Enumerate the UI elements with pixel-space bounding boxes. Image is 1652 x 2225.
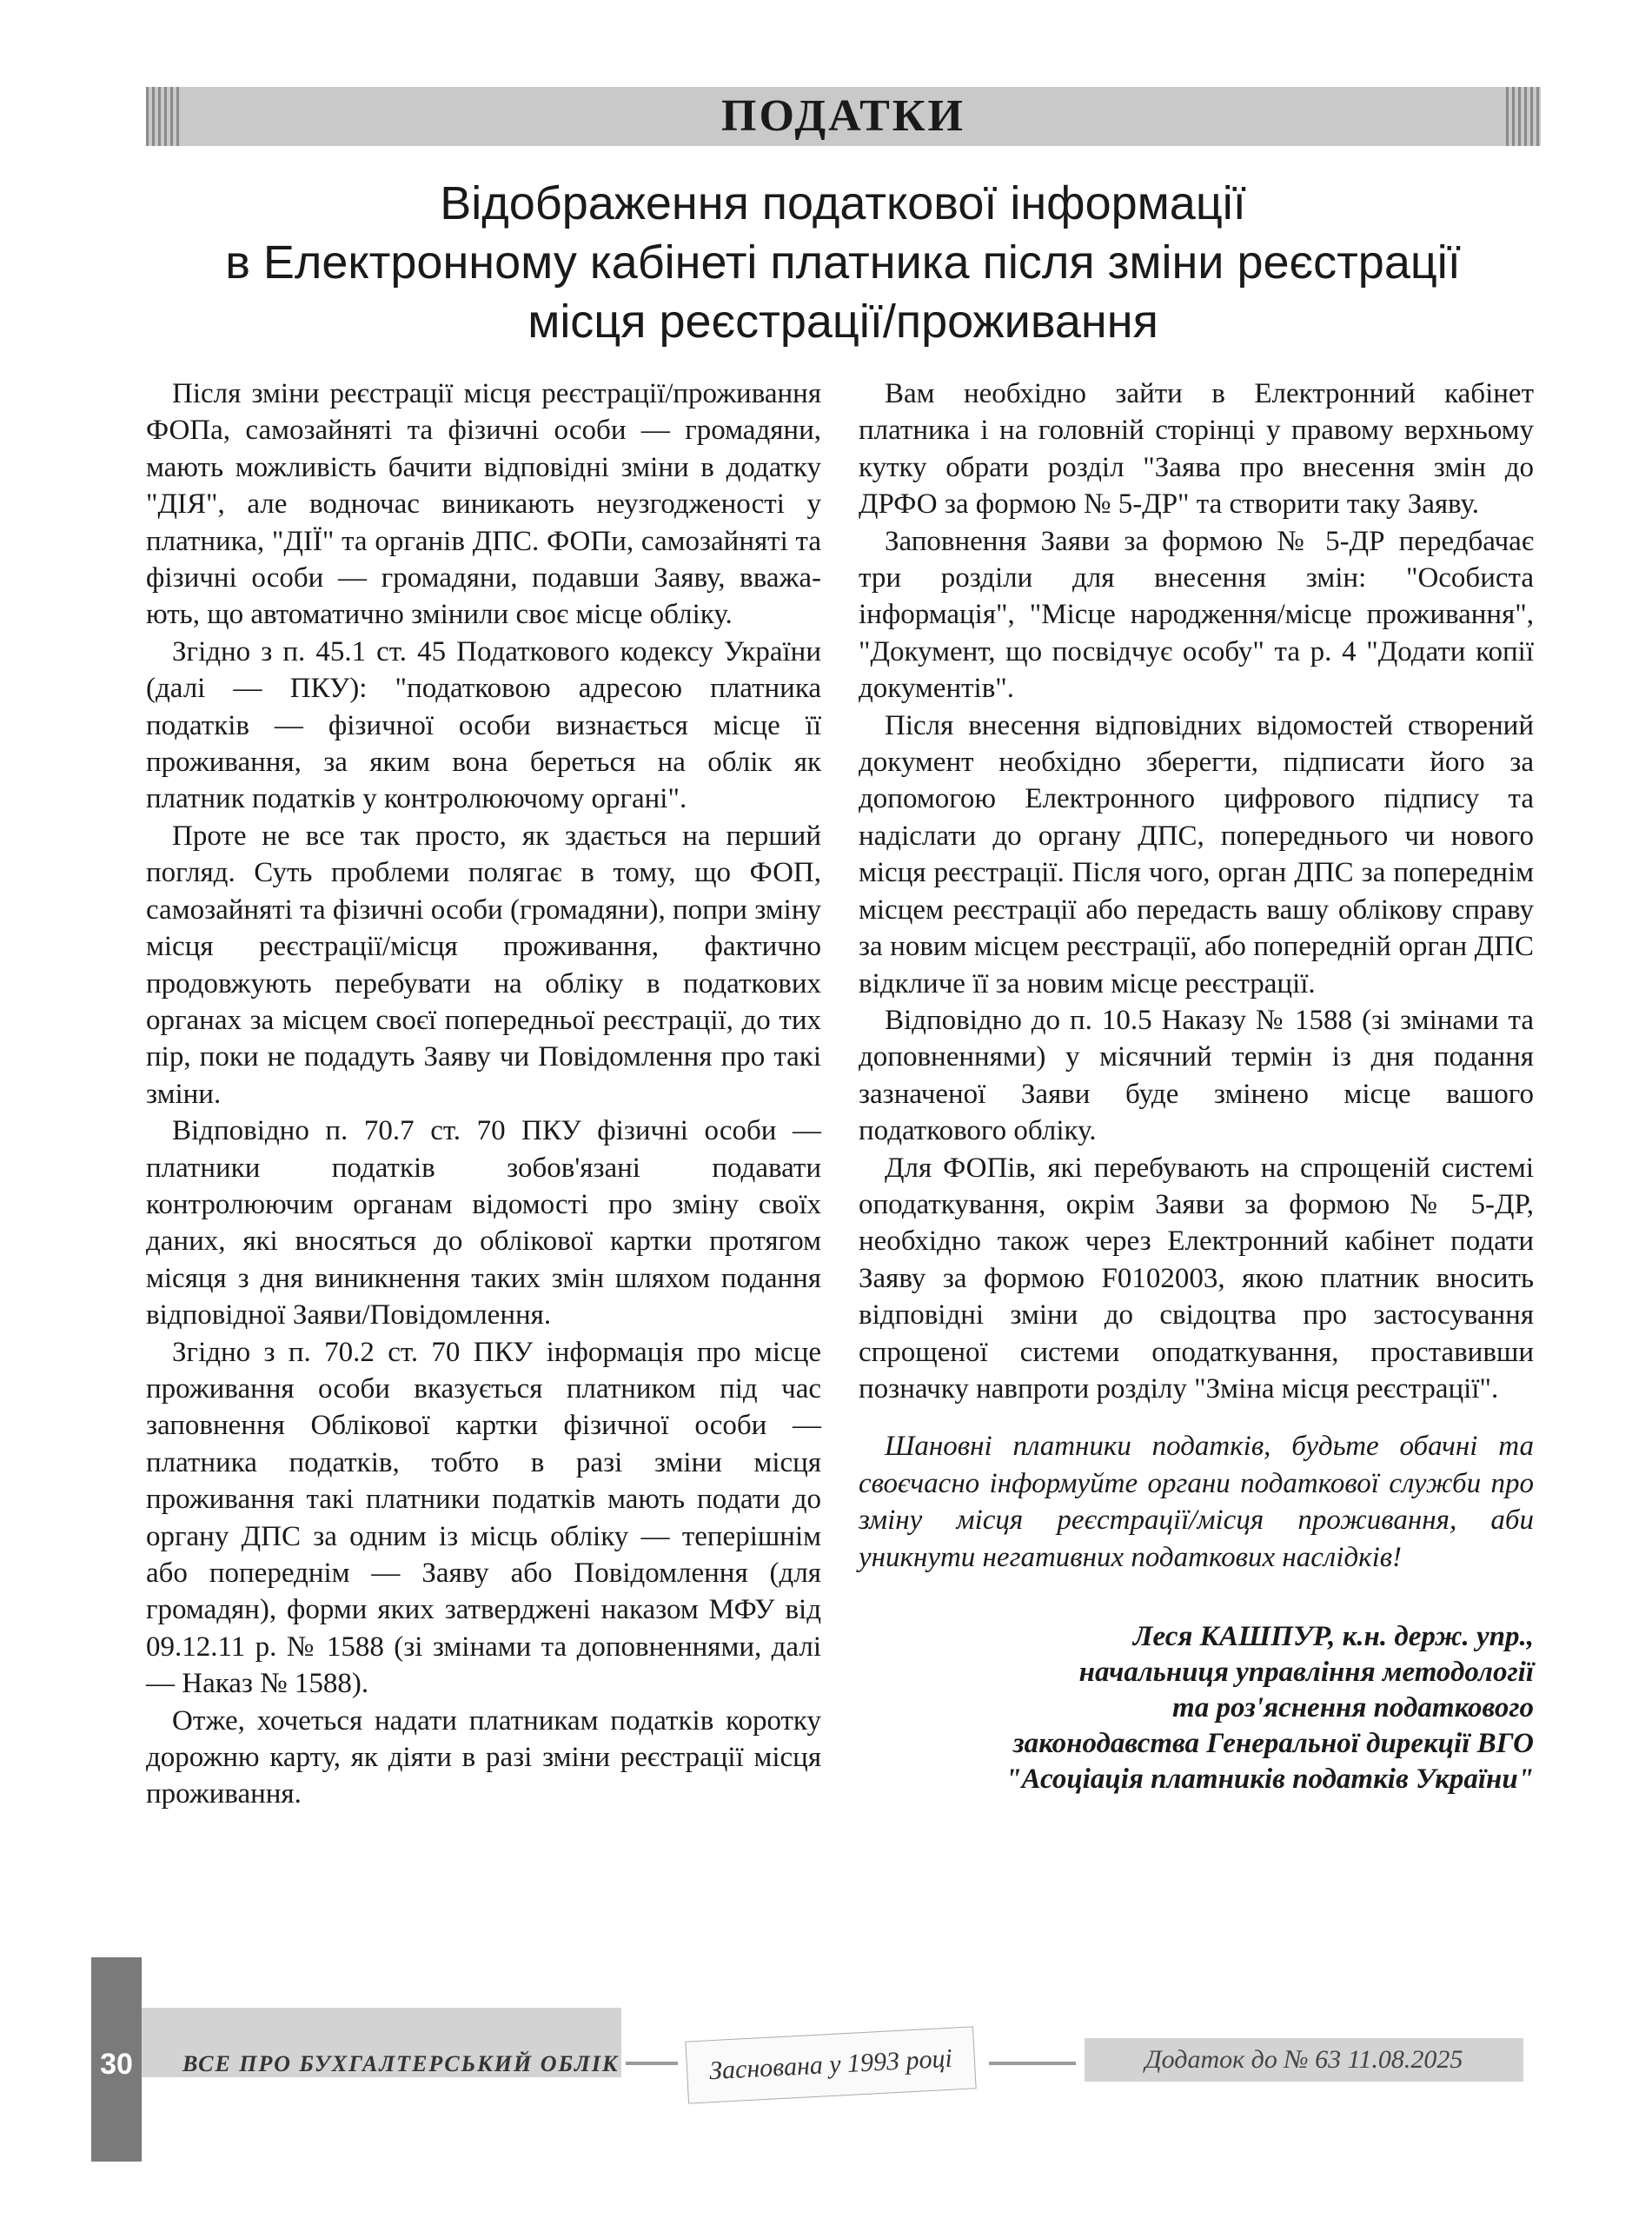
paragraph: Вам необхідно зайти в Електронний кабінет платника і на головній сторінці у правому верхньому кутку обрати розділ "Заява про внесення змін до ДРФО за формою № 5-ДР" та створити таку Заяву. (859, 378, 1534, 521)
paragraph: Отже, хочеться надати платникам податків коротку дорожню карту, як діяти в разі зміни реєстрації місця проживання. (146, 1704, 821, 1810)
page-number: 30 (100, 2048, 133, 2081)
title-line: місця реєстрації/проживання (527, 296, 1158, 348)
issue-info: Додаток до № 63 11.08.2025 (1085, 2038, 1523, 2082)
right-column (859, 375, 1534, 1797)
author-line: начальниця управління методології (1078, 1657, 1534, 1688)
paragraph: Для ФОПів, які перебувають на спрощеній системі оподаткування, окрім Заяви за формою № 5-ДР, необхідно також через Електронний кабінет подати Заяву за формою F0102003, якою платник вносить відповідні зміни до свідоцтва про застосування спрощеної системи оподаткування, проставивши позначку навпроти розділу "Зміна місця реєстрації". (859, 1152, 1534, 1405)
title-line: в Електронному кабінеті платника після зміни реєстрації (225, 236, 1461, 289)
title-line: Відображення податкової інформації (440, 177, 1246, 229)
founded-badge: Заснована у 1993 році (685, 2026, 976, 2103)
paragraph: Після зміни реєстрації місця реєстрації/проживання ФОПа, самозайняті та фізичні особи — громадяни, мають можливість бачити відповідні зміни в додатку "ДІЯ", але водночас виникають неузгодженості у платника, "ДІЇ" та органів ДПС. ФОПи, самозайняті та фізичні особи — громадяни, подавши Заяву, вважають, що автоматично змінили своє місце обліку. (146, 378, 821, 631)
section-banner (146, 87, 1541, 146)
author-line: та роз'яснення податкового (1172, 1692, 1534, 1724)
article-title (139, 174, 1547, 351)
paragraph: Відповідно до п. 10.5 Наказу № 1588 (зі змінами та доповненнями) у місячний термін із дня подання зазначеної Заяви буде змінено місце вашого податкового обліку. (859, 1004, 1534, 1147)
paragraph: Згідно з п. 70.2 ст. 70 ПКУ інформація про місце проживання особи вказується платником під час заповнення Облікової картки фізичної особи — платника податків, тобто в разі зміни місця проживання такі платники податків мають подати до органу ДПС за одним із місць обліку — теперішнім або попереднім — Заяву або Повідомлення (для громадян), форми яких затверджені наказом МФУ від 09.12.11 р. № 1588 (зі змінами та доповненнями, далі — Наказ № 1588). (146, 1336, 821, 1700)
author-line: Леся КАШПУР, к.н. держ. упр., (1132, 1621, 1534, 1652)
author-line: законодавства Генеральної дирекції ВГО (1012, 1728, 1534, 1759)
footer-divider (989, 2062, 1076, 2065)
left-column (146, 375, 821, 1813)
paragraph: Згідно з п. 45.1 ст. 45 Податкового кодексу України (далі — ПКУ): "податковою адресою платника податків — фізичної особи визнається місце її проживання, за яким вона береться на облік як платник податків у контролюючому органі". (146, 635, 821, 815)
paragraph: Після внесення відповідних відомостей створений документ необхідно зберегти, підписати його за допомогою Електронного цифрового підпису та надіслати до органу ДПС, попереднього чи нового місця реєстрації. Після чого, орган ДПС за попереднім місцем реєстрації або передасть вашу облікову справу за новим місцем реєстрації, або попередній орган ДПС відкличе її за новим місце реєстрації. (859, 709, 1534, 1000)
paragraph: Відповідно п. 70.7 ст. 70 ПКУ фізичні особи — платники податків зобов'язані подавати контролюючим органам відомості про зміну своїх даних, які вносяться до облікової картки протягом місяця з дня виникнення таких змін шляхом подання відповідної Заяви/Повідомлення. (146, 1115, 821, 1332)
paragraph: Проте не все так просто, як здається на перший погляд. Суть проблеми полягає в тому, що ФОП, самозайняті та фізичні особи (громадяни), попри зміну місця реєстрації/місця проживання, фактично продовжують перебувати на обліку в податкових органах за місцем своєї попередньої реєстрації, до тих пір, поки не подадуть Заяву чи Повідомлення про такі зміни. (146, 820, 821, 1110)
publication-name: ВСЕ ПРО БУХГАЛТЕРСЬКИЙ ОБЛІК (182, 2051, 620, 2076)
closing-appeal: Шановні платники податків, будьте обачні та своєчасно інформуйте органи податкової служби про зміну місця реєстрації/місця проживання, аби уникнути негативних податкових наслідків! (859, 1431, 1534, 1573)
paragraph: Заповнення Заяви за формою № 5-ДР передбачає три розділи для внесення змін: "Особиста інформація", "Місце народження/місце проживання", "Документ, що посвідчує особу" та р. 4 "Додати копії документів". (859, 525, 1534, 705)
footer-divider (626, 2062, 678, 2065)
section-title: ПОДАТКИ (721, 91, 965, 141)
author-line: "Асоціація платників податків України" (1005, 1763, 1534, 1795)
author-signature (859, 1619, 1534, 1797)
